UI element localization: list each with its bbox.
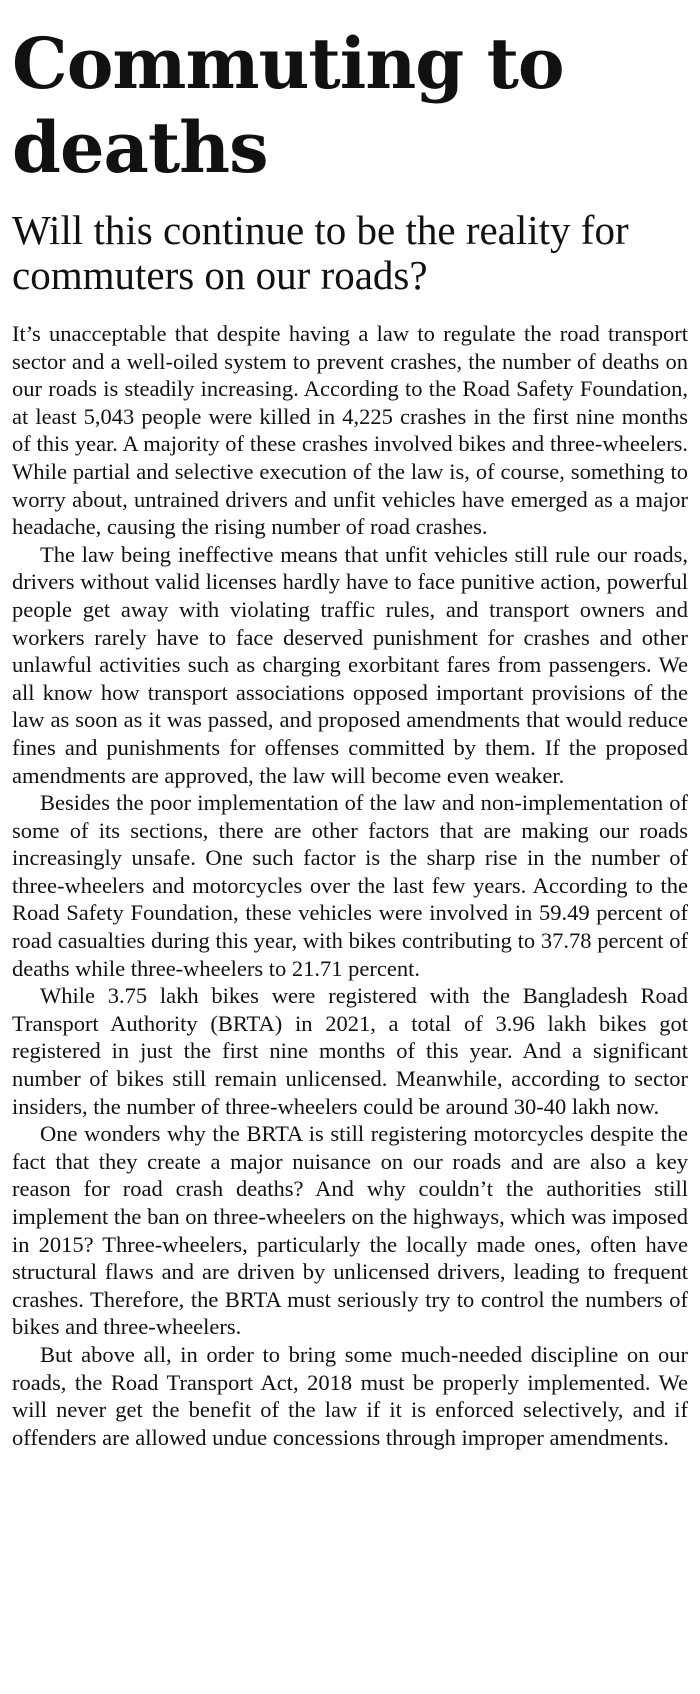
paragraph-4: While 3.75 lakh bikes were registered with the Bangladesh Road Transport Authority (BRTA) in 2021, a total of 3.96 lakh bikes got registered in just the first nine months of this year. And a significant number of bikes still remain unlicensed. Meanwhile, according to sector insiders, the number of three-wheelers could be around 30-40 lakh now. [12,983,688,1119]
paragraph-1: It’s unacceptable that despite having a law to regulate the road transport sector and a well-oiled system to prevent crashes, the number of deaths on our roads is steadily increasing. According to the Road Safety Foundation, at least 5,043 people were killed in 4,225 crashes in the first nine months of this year. A majority of these crashes involved bikes and three-wheelers. While partial and selective execution of the law is, of course, something to worry about, untrained drivers and unfit vehicles have emerged as a major headache, causing the rising number of road crashes. [12,321,688,540]
article-body [12,320,688,1451]
article-headline: Commuting to deaths [12,22,564,189]
paragraph-3: Besides the poor implementation of the law and non-implementation of some of its sections, there are other factors that are making our roads increasingly unsafe. One such factor is the sharp rise in the number of three-wheelers and motorcycles over the last few years. According to the Road Safety Foundation, these vehicles were involved in 59.49 percent of road casualties during this year, with bikes contributing to 37.78 percent of deaths while three-wheelers to 21.71 percent. [12,790,688,981]
paragraph-2: The law being ineffective means that unfit vehicles still rule our roads, drivers without valid licenses hardly have to face punitive action, powerful people get away with violating traffic rules, and transport owners and workers rarely have to face deserved punishment for crashes and other unlawful activities such as charging exorbitant fares from passengers. We all know how transport associations opposed important provisions of the law as soon as it was passed, and proposed amendments that would reduce fines and punishments for offenses committed by them. If the proposed amendments are approved, the law will become even weaker. [12,541,688,788]
paragraph-5: One wonders why the BRTA is still registering motorcycles despite the fact that they create a major nuisance on our roads and are also a key reason for road crash deaths? And why couldn’t the authorities still implement the ban on three-wheelers on the highways, which was imposed in 2015? Three-wheelers, particularly the locally made ones, often have structural flaws and are driven by unlicensed drivers, leading to frequent crashes. Therefore, the BRTA must seriously try to control the numbers of bikes and three-wheelers. [12,1121,688,1340]
article-subheadline: Will this continue to be the reality for commuters on our roads? [12,207,629,298]
paragraph-6: But above all, in order to bring some much-needed discipline on our roads, the Road Transport Act, 2018 must be properly implemented. We will never get the benefit of the law if it is enforced selectively, and if offenders are allowed undue concessions through improper amendments. [12,1341,688,1450]
